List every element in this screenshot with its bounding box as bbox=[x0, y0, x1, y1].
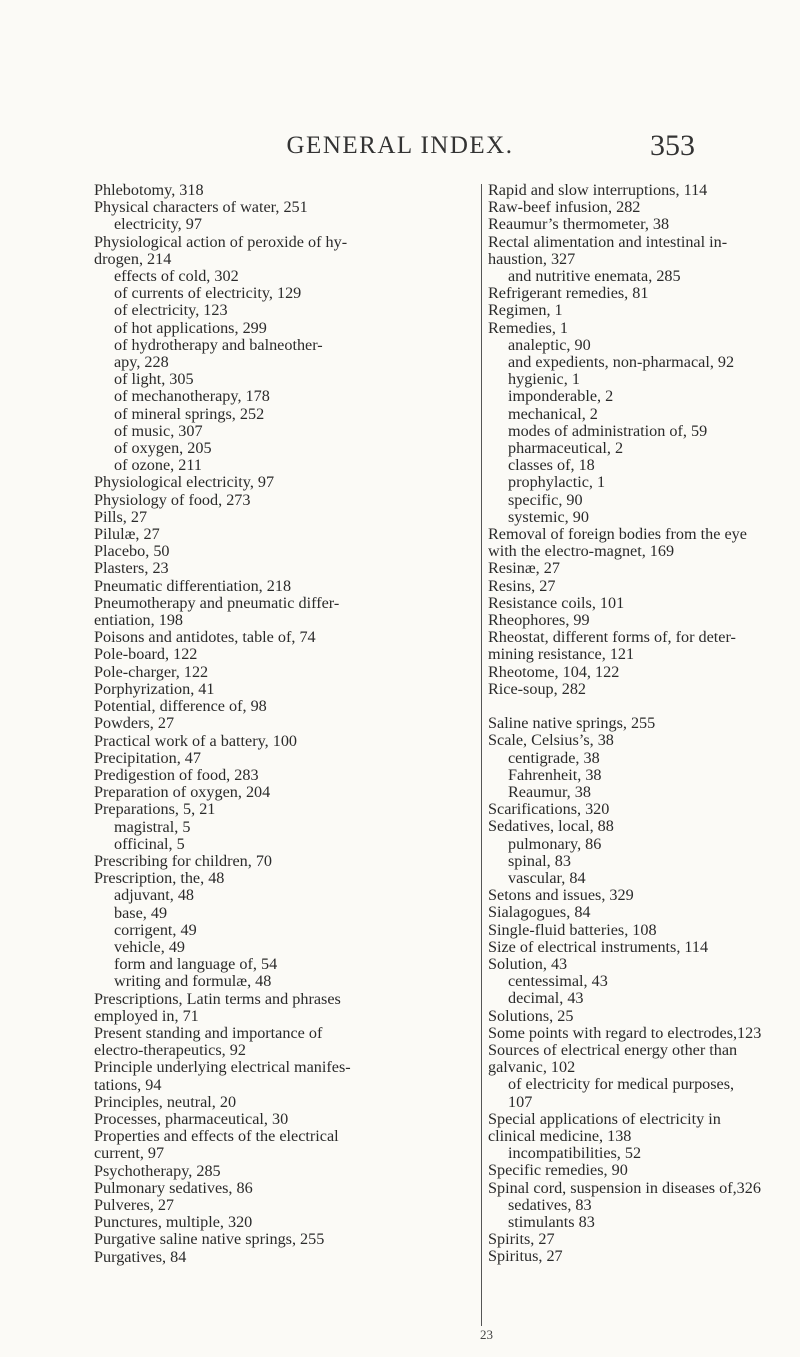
index-entry bbox=[94, 543, 466, 560]
index-entry bbox=[94, 1128, 466, 1162]
index-entry bbox=[488, 199, 800, 216]
index-entry bbox=[94, 991, 466, 1025]
index-entry-line: corrigent, 49 bbox=[114, 920, 197, 939]
index-entry bbox=[488, 715, 800, 732]
index-entry bbox=[488, 1008, 800, 1025]
index-entry-line: Size of electrical instruments, 114 bbox=[488, 937, 709, 956]
index-entry-line: pharmaceutical, 2 bbox=[508, 439, 624, 458]
index-entry-line: Sedatives, local, 88 bbox=[488, 817, 614, 836]
index-subentry bbox=[94, 956, 466, 973]
index-entry-line: adjuvant, 48 bbox=[114, 886, 195, 905]
page-number: 353 bbox=[650, 129, 695, 162]
page-title: GENERAL INDEX. bbox=[286, 132, 514, 159]
index-entry-line: of electricity, 123 bbox=[114, 301, 228, 320]
index-entry bbox=[488, 801, 800, 818]
index-entry bbox=[488, 922, 800, 939]
index-subentry bbox=[488, 388, 800, 405]
index-entry bbox=[488, 1231, 800, 1248]
index-entry-line: Resinæ, 27 bbox=[488, 559, 560, 578]
index-entry-line: Processes, pharmaceutical, 30 bbox=[94, 1109, 289, 1128]
index-entry bbox=[488, 681, 800, 698]
index-entry bbox=[94, 199, 466, 216]
index-entry-line: specific, 90 bbox=[508, 490, 583, 509]
index-entry bbox=[94, 715, 466, 732]
index-entry-line: employed in, 71 bbox=[94, 1006, 199, 1025]
index-entry bbox=[94, 784, 466, 801]
index-entry bbox=[94, 234, 466, 268]
index-entry-line: officinal, 5 bbox=[114, 834, 185, 853]
index-entry-line: Remedies, 1 bbox=[488, 318, 569, 337]
index-entry bbox=[488, 664, 800, 681]
index-entry bbox=[94, 681, 466, 698]
index-entry-line: Powders, 27 bbox=[94, 714, 175, 733]
index-entry bbox=[94, 509, 466, 526]
index-entry-line: Rapid and slow interruptions, 114 bbox=[488, 181, 708, 199]
index-entry-line: clinical medicine, 138 bbox=[488, 1126, 632, 1145]
index-entry-line: haustion, 327 bbox=[488, 249, 576, 268]
index-entry bbox=[94, 664, 466, 681]
index-entry bbox=[488, 526, 800, 560]
index-entry-line: Practical work of a battery, 100 bbox=[94, 731, 298, 750]
index-entry-line: modes of administration of, 59 bbox=[508, 421, 708, 440]
index-entry bbox=[488, 612, 800, 629]
index-entry-line: Rheotome, 104, 122 bbox=[488, 662, 620, 681]
index-entry-line: Removal of foreign bodies from the eye bbox=[488, 525, 747, 544]
index-entry bbox=[488, 904, 800, 921]
index-entry-line: and nutritive enemata, 285 bbox=[508, 267, 681, 286]
index-subentry bbox=[488, 1197, 800, 1214]
index-entry-line: spinal, 83 bbox=[508, 851, 571, 870]
index-subentry bbox=[94, 371, 466, 388]
index-entry-line: Physiological action of peroxide of hy- bbox=[94, 232, 348, 251]
index-entry-line: Phlebotomy, 318 bbox=[94, 181, 204, 199]
page-header bbox=[0, 129, 800, 172]
index-entry-line: Rheophores, 99 bbox=[488, 611, 590, 630]
index-subentry bbox=[488, 990, 800, 1007]
index-subentry bbox=[94, 905, 466, 922]
index-entry-line: Potential, difference of, 98 bbox=[94, 697, 267, 716]
index-entry-line: Physiology of food, 273 bbox=[94, 490, 251, 509]
index-entry bbox=[94, 733, 466, 750]
index-entry-line: Reaumur, 38 bbox=[508, 782, 591, 801]
index-entry bbox=[488, 302, 800, 319]
index-entry-line: current, 97 bbox=[94, 1144, 165, 1163]
index-subentry bbox=[488, 474, 800, 491]
index-entry bbox=[94, 1163, 466, 1180]
index-entry bbox=[94, 560, 466, 577]
index-entry bbox=[94, 1231, 466, 1248]
index-entry bbox=[488, 216, 800, 233]
index-entry-line: systemic, 90 bbox=[508, 507, 589, 526]
index-entry bbox=[94, 629, 466, 646]
index-entry-line: of currents of electricity, 129 bbox=[114, 284, 302, 303]
index-entry bbox=[488, 1111, 800, 1145]
index-entry bbox=[488, 595, 800, 612]
index-entry bbox=[94, 801, 466, 818]
index-subentry bbox=[94, 887, 466, 904]
index-subentry bbox=[94, 216, 466, 233]
index-entry bbox=[94, 1094, 466, 1111]
index-entry-line: Preparation of oxygen, 204 bbox=[94, 783, 271, 802]
index-entry-line: effects of cold, 302 bbox=[114, 267, 239, 286]
index-entry-line: Scarifications, 320 bbox=[488, 800, 610, 819]
index-entry-line: analeptic, 90 bbox=[508, 335, 591, 354]
index-subentry bbox=[488, 354, 800, 371]
index-entry-line: Fahrenheit, 38 bbox=[508, 765, 602, 784]
index-subentry bbox=[94, 939, 466, 956]
index-subentry bbox=[488, 1145, 800, 1162]
index-entry bbox=[94, 182, 466, 199]
index-entry-line: apy, 228 bbox=[114, 353, 169, 372]
index-subentry bbox=[488, 337, 800, 354]
index-subentry bbox=[94, 337, 466, 371]
index-entry-line: drogen, 214 bbox=[94, 249, 172, 268]
index-entry-line: Rheostat, different forms of, for deter- bbox=[488, 628, 736, 647]
index-subentry bbox=[488, 406, 800, 423]
index-entry-line: Porphyrization, 41 bbox=[94, 679, 215, 698]
index-entry bbox=[94, 578, 466, 595]
index-entry-line: Resins, 27 bbox=[488, 576, 556, 595]
index-subentry bbox=[94, 388, 466, 405]
index-entry bbox=[488, 578, 800, 595]
index-column-right bbox=[488, 182, 800, 1266]
index-subentry bbox=[488, 1214, 800, 1231]
index-subentry bbox=[94, 285, 466, 302]
index-entry-line: Reaumur’s thermometer, 38 bbox=[488, 215, 670, 234]
index-entry-line: of light, 305 bbox=[114, 370, 194, 389]
index-entry-line: magistral, 5 bbox=[114, 817, 191, 836]
index-entry bbox=[94, 1249, 466, 1266]
index-entry bbox=[94, 1197, 466, 1214]
index-entry bbox=[94, 1214, 466, 1231]
index-entry-line: Spirits, 27 bbox=[488, 1230, 555, 1249]
index-entry bbox=[488, 1042, 800, 1076]
index-entry bbox=[94, 474, 466, 491]
index-entry-line: Placebo, 50 bbox=[94, 542, 170, 561]
index-subentry bbox=[94, 268, 466, 285]
index-entry bbox=[488, 1248, 800, 1265]
index-entry-line: entiation, 198 bbox=[94, 611, 184, 630]
index-entry-line: Properties and effects of the electrical bbox=[94, 1127, 339, 1146]
index-entry-line: Principles, neutral, 20 bbox=[94, 1092, 237, 1111]
index-subentry bbox=[94, 406, 466, 423]
index-entry bbox=[94, 595, 466, 629]
index-subentry bbox=[488, 870, 800, 887]
index-entry-line: of electricity for medical purposes, bbox=[508, 1075, 735, 1094]
index-entry bbox=[488, 732, 800, 749]
index-entry-line: Setons and issues, 329 bbox=[488, 886, 634, 905]
index-entry-line: Physiological electricity, 97 bbox=[94, 473, 275, 492]
index-entry bbox=[488, 1025, 800, 1042]
index-entry bbox=[488, 320, 800, 337]
index-entry-line: Predigestion of food, 283 bbox=[94, 765, 259, 784]
index-entry-line: Sources of electrical energy other than bbox=[488, 1040, 738, 1059]
index-entry-line: of music, 307 bbox=[114, 421, 203, 440]
index-subentry bbox=[94, 320, 466, 337]
index-entry-line: hygienic, 1 bbox=[508, 370, 580, 389]
index-subentry bbox=[94, 423, 466, 440]
index-entry-line: Preparations, 5, 21 bbox=[94, 800, 216, 819]
index-subentry bbox=[94, 836, 466, 853]
index-subentry bbox=[488, 853, 800, 870]
index-entry-line: Specific remedies, 90 bbox=[488, 1161, 628, 1180]
index-entry bbox=[94, 526, 466, 543]
index-entry-line: form and language of, 54 bbox=[114, 955, 278, 974]
index-entry-line: Physical characters of water, 251 bbox=[94, 198, 308, 217]
index-entry-line: Some points with regard to electrodes,123 bbox=[488, 1023, 762, 1042]
index-entry bbox=[488, 818, 800, 835]
index-subentry bbox=[488, 973, 800, 990]
index-entry-line: of mechanotherapy, 178 bbox=[114, 387, 270, 406]
index-entry-line: Raw-beef infusion, 282 bbox=[488, 198, 641, 217]
index-entry-line: Spiritus, 27 bbox=[488, 1247, 563, 1266]
index-entry-line: Psychotherapy, 285 bbox=[94, 1161, 221, 1180]
index-entry bbox=[94, 750, 466, 767]
index-entry-line: decimal, 43 bbox=[508, 989, 584, 1008]
index-subentry bbox=[94, 922, 466, 939]
index-entry bbox=[94, 1111, 466, 1128]
index-entry-line: of oxygen, 205 bbox=[114, 439, 212, 458]
index-entry-line: Prescribing for children, 70 bbox=[94, 851, 273, 870]
index-entry-line: mechanical, 2 bbox=[508, 404, 598, 423]
index-entry-line: Prescriptions, Latin terms and phrases bbox=[94, 989, 341, 1008]
index-entry bbox=[94, 1059, 466, 1093]
index-entry-line: Solutions, 25 bbox=[488, 1006, 574, 1025]
index-entry-line: Purgative saline native springs, 255 bbox=[94, 1230, 325, 1249]
index-entry-line: of ozone, 211 bbox=[114, 456, 202, 475]
index-entry-line: centessimal, 43 bbox=[508, 972, 608, 991]
index-entry-line: Sialagogues, 84 bbox=[488, 903, 591, 922]
index-entry-line: Refrigerant remedies, 81 bbox=[488, 284, 649, 303]
index-entry bbox=[94, 870, 466, 887]
index-entry-line: Pole-charger, 122 bbox=[94, 662, 209, 681]
index-subentry bbox=[94, 302, 466, 319]
index-subentry bbox=[488, 423, 800, 440]
index-entry-line: classes of, 18 bbox=[508, 456, 595, 475]
index-subentry bbox=[488, 509, 800, 526]
index-entry-line: Spinal cord, suspension in diseases of,326 bbox=[488, 1178, 761, 1197]
index-entry-line: Special applications of electricity in bbox=[488, 1109, 721, 1128]
index-entry-line: Precipitation, 47 bbox=[94, 748, 201, 767]
index-subentry bbox=[94, 440, 466, 457]
column-divider bbox=[481, 184, 482, 1326]
index-entry-line: Pills, 27 bbox=[94, 507, 148, 526]
index-entry bbox=[488, 629, 800, 663]
index-subentry bbox=[488, 440, 800, 457]
index-subentry bbox=[94, 819, 466, 836]
index-entry-line: vascular, 84 bbox=[508, 868, 586, 887]
index-entry bbox=[94, 492, 466, 509]
index-entry-line: mining resistance, 121 bbox=[488, 645, 635, 664]
index-entry bbox=[488, 1162, 800, 1179]
index-entry-line: Solution, 43 bbox=[488, 954, 568, 973]
index-entry-line: Pneumatic differentiation, 218 bbox=[94, 576, 292, 595]
section-gap bbox=[488, 698, 800, 715]
index-entry bbox=[94, 646, 466, 663]
index-subentry bbox=[488, 750, 800, 767]
index-entry-line: Scale, Celsius’s, 38 bbox=[488, 731, 614, 750]
index-entry-line: Pole-board, 122 bbox=[94, 645, 198, 664]
index-entry-line: Single-fluid batteries, 108 bbox=[488, 920, 657, 939]
index-entry-line: imponderable, 2 bbox=[508, 387, 614, 406]
index-entry-line: writing and formulæ, 48 bbox=[114, 972, 272, 991]
index-entry-line: centigrade, 38 bbox=[508, 748, 600, 767]
index-entry bbox=[94, 853, 466, 870]
index-entry-line: with the electro-magnet, 169 bbox=[488, 542, 675, 561]
index-entry-line: and expedients, non-pharmacal, 92 bbox=[508, 353, 735, 372]
index-column-left bbox=[94, 182, 466, 1266]
index-entry-line: Prescription, the, 48 bbox=[94, 869, 225, 888]
index-entry-line: Principle underlying electrical manifes- bbox=[94, 1058, 351, 1077]
index-entry-line: galvanic, 102 bbox=[488, 1058, 576, 1077]
index-subentry bbox=[488, 1076, 800, 1110]
index-entry bbox=[488, 234, 800, 268]
index-entry-line: base, 49 bbox=[114, 903, 168, 922]
index-entry bbox=[488, 285, 800, 302]
index-entry bbox=[488, 1180, 800, 1197]
index-entry bbox=[488, 887, 800, 904]
index-entry bbox=[488, 939, 800, 956]
index-entry-line: prophylactic, 1 bbox=[508, 473, 606, 492]
index-subentry bbox=[488, 268, 800, 285]
index-entry-line: of mineral springs, 252 bbox=[114, 404, 265, 423]
index-entry-line: Plasters, 23 bbox=[94, 559, 169, 578]
index-entry bbox=[488, 182, 800, 199]
index-entry-line: Rectal alimentation and intestinal in- bbox=[488, 232, 728, 251]
index-entry-line: Pulveres, 27 bbox=[94, 1195, 175, 1214]
index-entry-line: vehicle, 49 bbox=[114, 937, 186, 956]
index-entry-line: Pneumotherapy and pneumatic differ- bbox=[94, 593, 340, 612]
index-entry-line: stimulants 83 bbox=[508, 1212, 595, 1231]
index-entry bbox=[94, 767, 466, 784]
index-subentry bbox=[488, 371, 800, 388]
index-entry-line: sedatives, 83 bbox=[508, 1195, 592, 1214]
signature-mark: 23 bbox=[480, 1327, 493, 1342]
index-subentry bbox=[488, 457, 800, 474]
index-subentry bbox=[94, 457, 466, 474]
index-entry bbox=[94, 1025, 466, 1059]
index-entry-line: Present standing and importance of bbox=[94, 1023, 323, 1042]
index-entry-line: Pulmonary sedatives, 86 bbox=[94, 1178, 253, 1197]
index-entry-line: incompatibilities, 52 bbox=[508, 1144, 642, 1163]
index-subentry bbox=[488, 784, 800, 801]
index-subentry bbox=[94, 973, 466, 990]
index-entry bbox=[488, 560, 800, 577]
index-entry bbox=[94, 1180, 466, 1197]
index-entry-line: Poisons and antidotes, table of, 74 bbox=[94, 628, 316, 647]
index-subentry bbox=[488, 836, 800, 853]
index-entry-line: electro-therapeutics, 92 bbox=[94, 1041, 246, 1060]
index-entry-line: Punctures, multiple, 320 bbox=[94, 1213, 253, 1232]
index-entry-line: pulmonary, 86 bbox=[508, 834, 602, 853]
index-entry-line: Resistance coils, 101 bbox=[488, 593, 625, 612]
index-entry-line: tations, 94 bbox=[94, 1075, 162, 1094]
index-entry-line: of hot applications, 299 bbox=[114, 318, 267, 337]
index-subentry bbox=[488, 492, 800, 509]
index-entry-line: 107 bbox=[508, 1092, 533, 1111]
index-subentry bbox=[488, 767, 800, 784]
index-entry-line: Rice-soup, 282 bbox=[488, 679, 587, 698]
index-entry bbox=[488, 956, 800, 973]
index-entry-line: Pilulæ, 27 bbox=[94, 525, 160, 544]
index-entry-line: Regimen, 1 bbox=[488, 301, 563, 320]
index-entry-line: Saline native springs, 255 bbox=[488, 714, 656, 733]
index-entry bbox=[94, 698, 466, 715]
index-entry-line: of hydrotherapy and balneother- bbox=[114, 335, 323, 354]
index-entry-line: Purgatives, 84 bbox=[94, 1247, 187, 1266]
index-entry-line: electricity, 97 bbox=[114, 215, 202, 234]
